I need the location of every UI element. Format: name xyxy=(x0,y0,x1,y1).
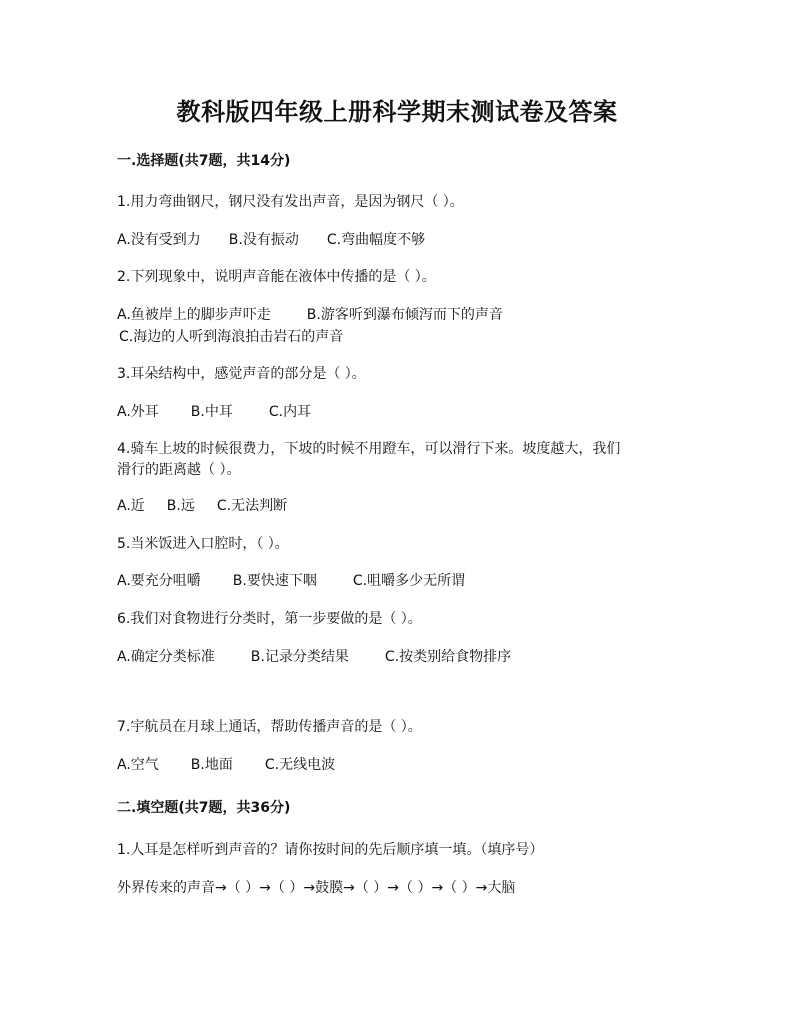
option-a: A.鱼被岸上的脚步声吓走 xyxy=(117,307,271,323)
question-4-options xyxy=(117,495,287,515)
question-1: 1.用力弯曲钢尺，钢尺没有发出声音，是因为钢尺（ ）。 xyxy=(117,194,464,210)
question-5: 5.当米饭进入口腔时，（ ）。 xyxy=(117,536,289,552)
question-7: 7.宇航员在月球上通话，帮助传播声音的是（ ）。 xyxy=(117,719,422,735)
option-a: A.外耳 xyxy=(117,404,159,420)
section-heading-fill: 二.填空题(共7题，共36分) xyxy=(117,800,291,816)
option-c: C.无线电波 xyxy=(264,757,336,773)
fill-question-1: 1.人耳是怎样听到声音的？请你按时间的先后顺序填一填。（填序号） xyxy=(117,842,544,858)
option-b: B.游客听到瀑布倾泻而下的声音 xyxy=(306,307,503,323)
option-c: C.内耳 xyxy=(268,404,312,420)
section-heading-choice: 一.选择题(共7题，共14分) xyxy=(117,153,291,169)
option-a: A.确定分类标准 xyxy=(117,649,215,665)
option-a: A.要充分咀嚼 xyxy=(117,573,201,589)
option-a: A.空气 xyxy=(117,757,159,773)
option-c: C.按类别给食物排序 xyxy=(384,649,512,665)
question-7-options xyxy=(117,754,335,774)
fill-question-1-chain: 外界传来的声音→（ ）→（ ）→鼓膜→（ ）→（ ）→（ ）→大脑 xyxy=(117,880,516,896)
option-b: B.中耳 xyxy=(190,404,233,420)
option-b: B.远 xyxy=(166,498,195,514)
option-b: B.记录分类结果 xyxy=(250,649,349,665)
option-b: B.地面 xyxy=(190,757,233,773)
question-3: 3.耳朵结构中，感觉声音的部分是（ ）。 xyxy=(117,366,366,382)
question-5-options xyxy=(117,570,465,590)
question-6: 6.我们对食物进行分类时，第一步要做的是（ ）。 xyxy=(117,611,422,627)
question-4-line-2: 滑行的距离越（ ）。 xyxy=(117,462,241,478)
question-1-options xyxy=(117,229,425,249)
question-6-options xyxy=(117,646,511,666)
option-c: C.弯曲幅度不够 xyxy=(326,232,426,248)
option-c: C.咀嚼多少无所谓 xyxy=(352,573,466,589)
question-3-options xyxy=(117,401,311,421)
page-title: 教科版四年级上册科学期末测试卷及答案 xyxy=(176,97,618,126)
question-2: 2.下列现象中，说明声音能在液体中传播的是（ ）。 xyxy=(117,269,436,285)
option-c: C.海边的人听到海浪拍击岩石的声音 xyxy=(119,329,344,345)
option-a: A.没有受到力 xyxy=(117,232,201,248)
option-b: B.要快速下咽 xyxy=(232,573,317,589)
question-4-line-1: 4.骑车上坡的时候很费力，下坡的时候不用蹬车，可以滑行下来。坡度越大，我们 xyxy=(117,441,621,457)
option-a: A.近 xyxy=(117,498,145,514)
question-2-options xyxy=(117,304,503,324)
option-b: B.没有振动 xyxy=(228,232,299,248)
option-c: C.无法判断 xyxy=(216,498,288,514)
